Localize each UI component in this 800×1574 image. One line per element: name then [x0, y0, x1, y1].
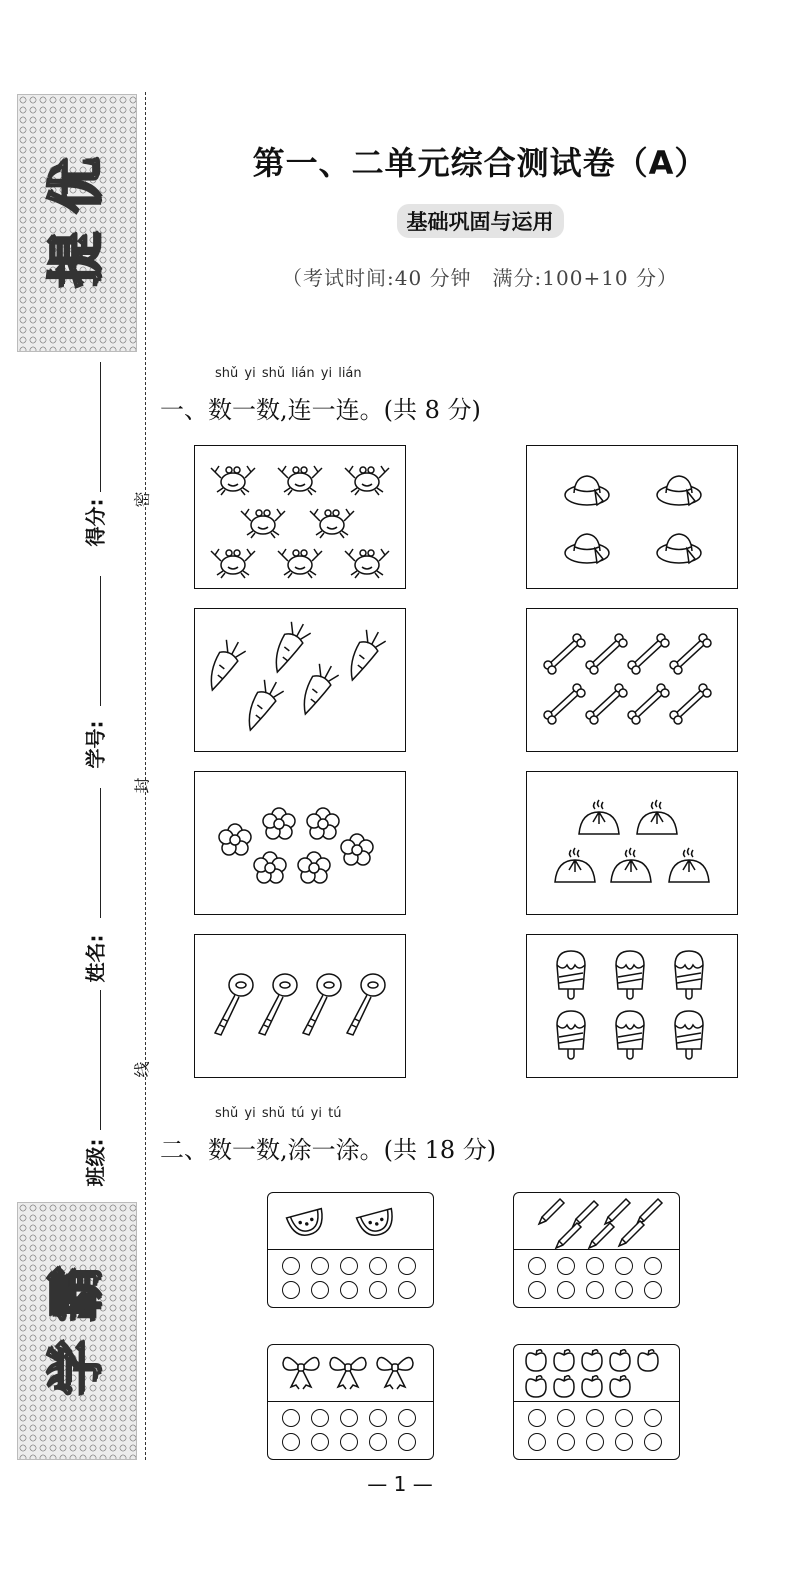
- crab-icon: [345, 466, 389, 495]
- exam-info: （考试时间:40 分钟 满分:100+10 分）: [281, 266, 679, 290]
- brand-char: 霸: [44, 1266, 109, 1322]
- answer-circle[interactable]: [528, 1409, 546, 1427]
- key-icon: [259, 974, 297, 1035]
- ice-cream-icon: [616, 951, 644, 999]
- bun-icon: [579, 800, 619, 834]
- pencil-icon: [605, 1199, 630, 1224]
- answer-circle[interactable]: [586, 1409, 604, 1427]
- crab-icon: [211, 549, 255, 578]
- seal-char-xian: 线: [132, 1061, 152, 1078]
- carrot-icon: [244, 677, 286, 736]
- flower-icon: [219, 824, 251, 855]
- answer-circle[interactable]: [282, 1281, 300, 1299]
- brand-badge-top: [17, 94, 137, 352]
- answer-circle[interactable]: [528, 1257, 546, 1275]
- key-frame: [194, 934, 406, 1078]
- answer-circle[interactable]: [586, 1281, 604, 1299]
- apple-icon: [582, 1376, 602, 1397]
- flower-frame: [194, 771, 406, 915]
- answer-circle[interactable]: [311, 1409, 329, 1427]
- name-field[interactable]: [100, 788, 101, 918]
- crab-icon: [310, 509, 354, 538]
- pencil-icon: [589, 1223, 614, 1248]
- answer-circle[interactable]: [644, 1281, 662, 1299]
- seal-char-feng: 封: [132, 777, 152, 794]
- bone-icon: [628, 684, 669, 724]
- flower-icon: [254, 852, 286, 883]
- bun-icon: [555, 848, 595, 882]
- page-title: 第一、二单元综合测试卷（A）: [252, 144, 708, 182]
- answer-circle[interactable]: [340, 1257, 358, 1275]
- key-icon: [215, 974, 253, 1035]
- answer-circle[interactable]: [557, 1409, 575, 1427]
- answer-circle[interactable]: [528, 1281, 546, 1299]
- answer-circle[interactable]: [557, 1433, 575, 1451]
- crab-icon: [345, 549, 389, 578]
- hat-icon: [565, 534, 609, 563]
- bone-icon: [670, 684, 711, 724]
- bone-icon: [544, 684, 585, 724]
- answer-circle[interactable]: [311, 1433, 329, 1451]
- carrot-frame: [194, 608, 406, 752]
- watermelon-icon: [357, 1209, 397, 1240]
- bun-icon: [611, 848, 651, 882]
- answer-circle[interactable]: [557, 1281, 575, 1299]
- apple-icon: [610, 1350, 630, 1371]
- answer-circle[interactable]: [615, 1409, 633, 1427]
- answer-circle[interactable]: [615, 1433, 633, 1451]
- answer-circle[interactable]: [586, 1433, 604, 1451]
- answer-circle[interactable]: [398, 1409, 416, 1427]
- flower-icon: [341, 834, 373, 865]
- answer-circle[interactable]: [615, 1281, 633, 1299]
- ice-cream-icon: [675, 951, 703, 999]
- bun-frame: [526, 771, 738, 915]
- student-id-field[interactable]: [100, 576, 101, 706]
- hat-icon: [565, 476, 609, 505]
- apple-icon: [610, 1376, 630, 1397]
- crab-icon: [211, 466, 255, 495]
- pencil-count-box: [513, 1192, 680, 1308]
- class-field[interactable]: [100, 990, 101, 1130]
- answer-circle[interactable]: [282, 1409, 300, 1427]
- carrot-icon: [206, 637, 248, 696]
- name-label: 姓名:: [83, 934, 108, 983]
- answer-circle[interactable]: [644, 1409, 662, 1427]
- ice-cream-icon: [557, 1011, 585, 1059]
- ice-cream-icon: [616, 1011, 644, 1059]
- answer-circle[interactable]: [369, 1281, 387, 1299]
- carrot-icon: [299, 661, 341, 720]
- bow-icon: [283, 1357, 319, 1389]
- page-number: — 1 —: [367, 1472, 433, 1496]
- pencil-icon: [619, 1221, 644, 1246]
- bone-icon: [586, 684, 627, 724]
- section-1-pinyin: shǔ yi shǔ lián yi lián: [215, 366, 362, 381]
- crab-icon: [278, 466, 322, 495]
- ice-cream-frame: [526, 934, 738, 1078]
- apple-icon: [582, 1350, 602, 1371]
- apple-count-box: [513, 1344, 680, 1460]
- apple-icon: [638, 1350, 658, 1371]
- answer-circle[interactable]: [340, 1281, 358, 1299]
- section-2-title: 二、数一数,涂一涂。(共 18 分): [160, 1136, 497, 1164]
- bun-icon: [637, 800, 677, 834]
- score-field[interactable]: [100, 362, 101, 492]
- answer-circle[interactable]: [586, 1257, 604, 1275]
- class-label: 班级:: [83, 1138, 108, 1187]
- watermelon-count-box: [267, 1192, 434, 1308]
- bone-icon: [544, 634, 585, 674]
- key-icon: [347, 974, 385, 1035]
- bow-icon: [330, 1357, 366, 1389]
- section-2-pinyin: shǔ yi shǔ tú yi tú: [215, 1106, 342, 1121]
- bone-icon: [628, 634, 669, 674]
- brand-char: 学: [44, 1340, 109, 1396]
- hat-frame: [526, 445, 738, 589]
- answer-circle[interactable]: [398, 1257, 416, 1275]
- bow-icon: [377, 1357, 413, 1389]
- answer-circle[interactable]: [528, 1433, 546, 1451]
- brand-char: 提: [44, 232, 109, 288]
- answer-circle[interactable]: [282, 1257, 300, 1275]
- score-label: 得分:: [83, 498, 108, 547]
- crab-frame: [194, 445, 406, 589]
- answer-circle[interactable]: [311, 1257, 329, 1275]
- answer-circle[interactable]: [369, 1257, 387, 1275]
- section-1-title: 一、数一数,连一连。(共 8 分): [160, 396, 481, 424]
- ice-cream-icon: [557, 951, 585, 999]
- carrot-icon: [271, 619, 313, 678]
- answer-circle[interactable]: [340, 1433, 358, 1451]
- pencil-icon: [637, 1199, 662, 1224]
- bone-frame: [526, 608, 738, 752]
- answer-circle[interactable]: [398, 1281, 416, 1299]
- pencil-icon: [556, 1223, 581, 1248]
- answer-circle[interactable]: [282, 1433, 300, 1451]
- answer-circle[interactable]: [644, 1433, 662, 1451]
- answer-circle[interactable]: [644, 1257, 662, 1275]
- crab-icon: [278, 549, 322, 578]
- bone-icon: [586, 634, 627, 674]
- answer-circle[interactable]: [369, 1409, 387, 1427]
- binding-cut-line: [145, 92, 146, 1460]
- answer-circle[interactable]: [340, 1409, 358, 1427]
- answer-circle[interactable]: [369, 1433, 387, 1451]
- watermelon-icon: [287, 1209, 327, 1240]
- seal-char-mi: 密: [132, 491, 152, 508]
- flower-icon: [307, 808, 339, 839]
- apple-icon: [554, 1376, 574, 1397]
- apple-icon: [554, 1350, 574, 1371]
- answer-circle[interactable]: [615, 1257, 633, 1275]
- hat-icon: [657, 534, 701, 563]
- bun-icon: [669, 848, 709, 882]
- brand-char: 优: [44, 158, 109, 214]
- answer-circle[interactable]: [398, 1433, 416, 1451]
- student-id-label: 学号:: [83, 720, 108, 769]
- ice-cream-icon: [675, 1011, 703, 1059]
- bow-count-box: [267, 1344, 434, 1460]
- crab-icon: [241, 509, 285, 538]
- bone-icon: [670, 634, 711, 674]
- apple-icon: [526, 1376, 546, 1397]
- page-subtitle: 基础巩固与运用: [397, 204, 564, 238]
- pencil-icon: [539, 1199, 564, 1224]
- brand-badge-bottom: [17, 1202, 137, 1460]
- answer-circle[interactable]: [557, 1257, 575, 1275]
- answer-circle[interactable]: [311, 1281, 329, 1299]
- key-icon: [303, 974, 341, 1035]
- carrot-icon: [346, 627, 388, 686]
- hat-icon: [657, 476, 701, 505]
- apple-icon: [526, 1350, 546, 1371]
